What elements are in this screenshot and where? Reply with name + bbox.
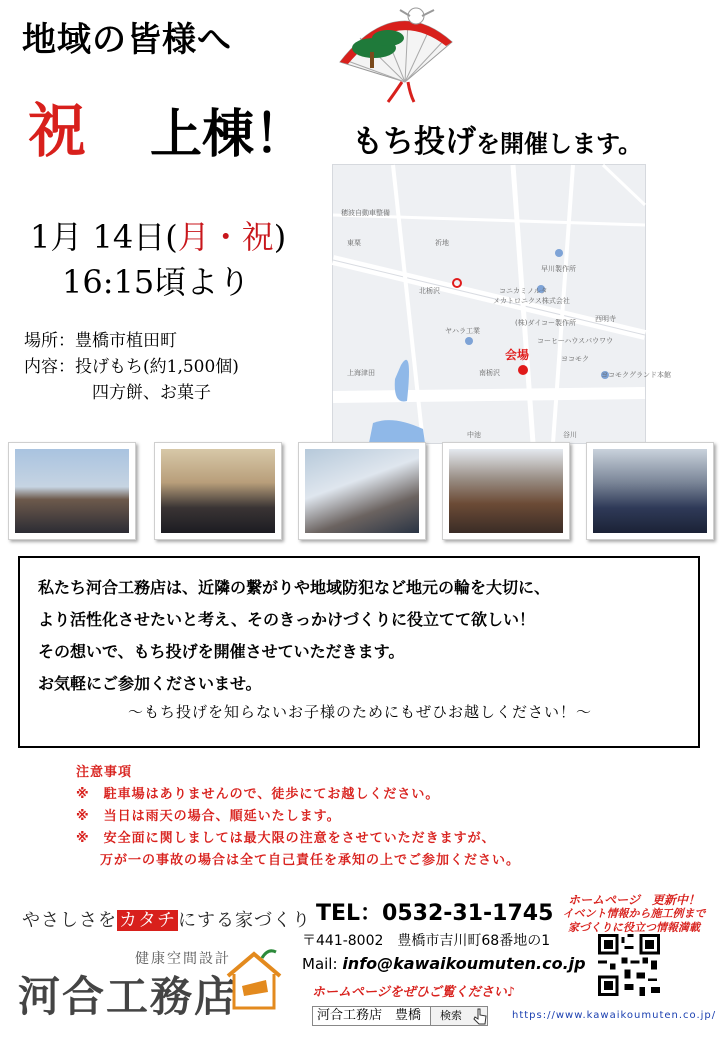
company-logo: 河合工務店 — [18, 972, 239, 1021]
event-photo — [298, 442, 426, 540]
house-logo-icon — [222, 946, 286, 1012]
homepage-notice-line: 家づくりに役立つ情報満載 — [568, 921, 700, 934]
mail-label: Mail: — [302, 955, 338, 973]
homepage-notice-title: ホームページ 更新中！ — [568, 893, 700, 907]
photo-strip — [8, 442, 714, 546]
tagline-post: にする家づくり — [178, 910, 311, 931]
map-label: 東栗 — [347, 239, 361, 247]
event-photo — [586, 442, 714, 540]
map-label: 早川製作所 — [541, 265, 576, 273]
map-label: ヨコモクグランド本館 — [601, 371, 671, 379]
celebration-kanji: 祝 — [28, 97, 87, 165]
message-line: より活性化させたいと考え、そのきっかけづくりに役立てて欲しい！ — [38, 610, 535, 629]
notes-section — [76, 762, 520, 872]
email-line — [302, 954, 586, 973]
map-label: (株)ダイコー製作所 — [515, 319, 577, 327]
map-label: メカトロニクス株式会社 — [493, 297, 570, 305]
homepage-notice-line: イベント情報から施工例まで — [562, 907, 706, 920]
map-label: 谷川 — [563, 431, 577, 439]
homepage-notice — [548, 893, 720, 935]
address: 〒441-8002 豊橋市吉川町68番地の1 — [302, 933, 551, 949]
folding-fan-icon — [330, 2, 460, 106]
venue-label: 会場 — [505, 348, 530, 362]
website-url[interactable]: https://www.kawaikoumuten.co.jp/ — [512, 1010, 717, 1021]
message-sub: ～もち投げを知らないお子様のためにもぜひお越しください！～ — [127, 703, 592, 721]
event-date-prefix: 1月 14日( — [30, 218, 178, 256]
cursor-hand-icon — [473, 1007, 487, 1025]
search-button: 検索 — [430, 1007, 471, 1025]
event-time: 16:15頃より — [62, 263, 251, 301]
page-title: 地域の皆様へ — [22, 20, 232, 60]
note-item: ※ 駐車場はありませんので、徒歩にてお越しください。 — [76, 787, 440, 802]
event-date-weekday: 月・祝 — [177, 218, 274, 256]
event-photo — [442, 442, 570, 540]
phone-number: TEL：0532-31-1745 — [316, 901, 554, 926]
email-address[interactable]: info@kawaikoumuten.co.jp — [342, 954, 586, 973]
map-label: 祈地 — [435, 239, 449, 247]
company-subtitle: 健康空間設計 — [135, 951, 231, 967]
event-place: 場所：豊橋市植田町 — [24, 331, 177, 351]
message-box — [18, 556, 700, 748]
event-photo — [154, 442, 282, 540]
qr-code-icon[interactable] — [598, 934, 660, 996]
note-item: ※ 当日は雨天の場合、順延いたします。 — [76, 809, 341, 824]
tagline-highlight: カタチ — [119, 910, 176, 931]
mochi-nage-text: もち投げ — [352, 124, 476, 160]
event-date — [30, 212, 286, 258]
see-homepage-text: ホームページをぜひご覧ください♪ — [312, 985, 516, 1000]
note-item: ※ 安全面に関しましては最大限の注意をさせていただきますが、 — [76, 831, 496, 846]
event-info — [24, 328, 239, 406]
event-date-suffix: ) — [273, 218, 287, 256]
company-tagline — [22, 906, 311, 932]
notes-title: 注意事項 — [76, 765, 133, 780]
map-label: コーヒーハウスパウワウ — [537, 337, 614, 345]
map-label: ヤハラ工業 — [445, 327, 480, 335]
message-line: お気軽にご参加くださいませ。 — [38, 674, 262, 693]
search-query: 河合工務店 豊橋 — [313, 1007, 430, 1025]
map-label: 西明寺 — [595, 315, 616, 323]
joto-heading: 上棟！ — [150, 105, 307, 165]
map-label: 南栃沢 — [479, 369, 500, 377]
map-label: 中池 — [467, 431, 481, 439]
event-photo — [8, 442, 136, 540]
map-label: 上海津田 — [347, 369, 375, 377]
venue-map — [332, 164, 671, 444]
event-content-extra: 四方餅、お菓子 — [92, 383, 211, 403]
note-item-continuation: 万が一の事故の場合は全て自己責任を承知の上でご参加ください。 — [100, 853, 521, 868]
event-heading-rest: を開催します。 — [476, 130, 643, 158]
map-label: ヨコモク — [561, 355, 589, 363]
map-label: 穂波自動車整備 — [341, 209, 390, 217]
map-label: 北栃沢 — [419, 287, 440, 295]
tagline-pre: やさしさを — [22, 910, 117, 931]
message-line: 私たち河合工務店は、近隣の繋がりや地域防犯など地元の輪を大切に、 — [38, 578, 551, 597]
search-box — [312, 1006, 488, 1026]
event-content: 内容：投げもち(約1,500個) — [24, 357, 239, 377]
map-label: コニカミノルタ — [499, 287, 548, 295]
event-heading — [352, 116, 642, 161]
message-line: その想いで、もち投げを開催させていただきます。 — [38, 642, 405, 661]
